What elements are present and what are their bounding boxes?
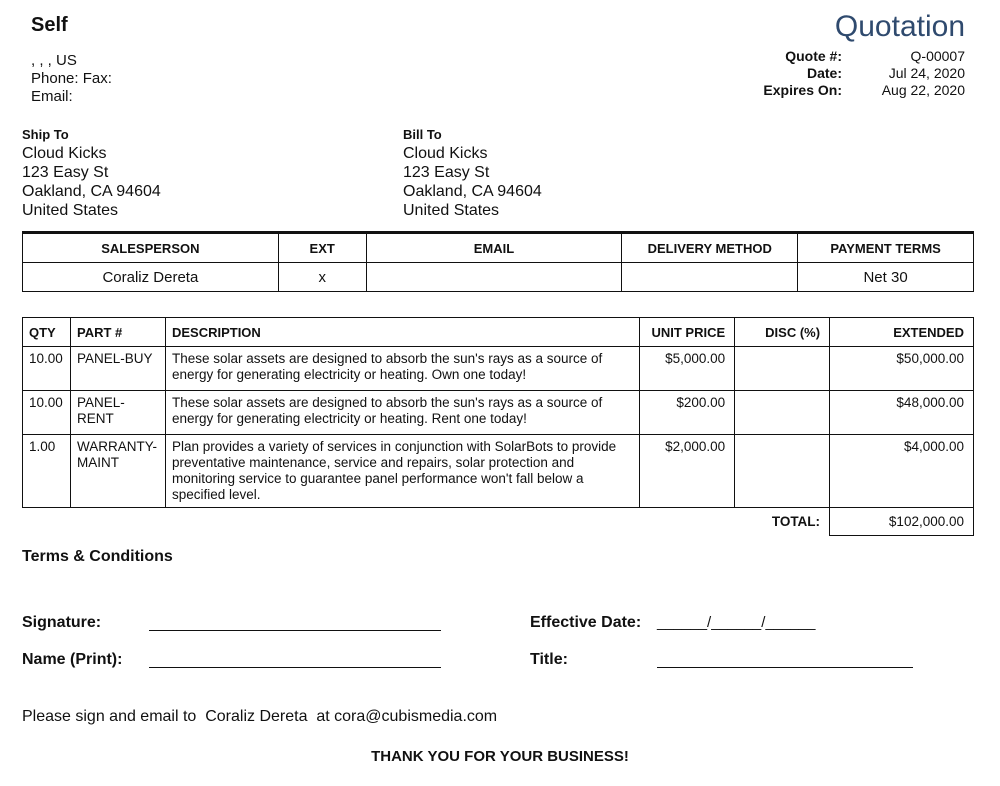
name-print-label: Name (Print): [22,651,123,668]
total-label: TOTAL: [771,513,821,529]
items-header-disc: DISC (%) [735,318,830,347]
thank-you-message: THANK YOU FOR YOUR BUSINESS! [371,748,629,765]
bill-to-name: Cloud Kicks [403,145,488,162]
quote-expires-value: Aug 22, 2020 [881,82,965,98]
items-header-part: PART # [70,318,165,347]
total-value: $102,000.00 [830,508,974,536]
signature-line[interactable] [149,630,441,631]
items-header-unit-price: UNIT PRICE [640,318,735,347]
item-disc [735,391,830,435]
item-disc [735,435,830,508]
items-header-qty: QTY [23,318,71,347]
sales-header-email: EMAIL [366,233,622,263]
items-header-row [23,318,974,347]
items-header-extended: EXTENDED [830,318,974,347]
ship-to-country: United States [22,202,119,219]
quote-number-label: Quote #: [785,48,842,64]
document-title: Quotation [834,10,965,43]
effective-date-line[interactable]: ______/______/______ [657,614,816,631]
ship-to-name: Cloud Kicks [22,145,107,162]
item-part: PANEL-BUY [70,347,165,391]
ship-to-street: 123 Easy St [22,164,109,181]
item-part: PANEL-RENT [70,391,165,435]
title-label: Title: [530,651,568,668]
sales-header-ext: EXT [278,233,366,263]
quote-date-label: Date: [806,65,842,81]
bill-to-street: 123 Easy St [403,164,490,181]
item-description: Plan provides a variety of services in conjunction with SolarBots to provide preventative maintenance, service and repairs, solar protection and monitoring service to guarantee panel performance won't fall below a specified level. [165,435,639,508]
company-name: Self [31,14,68,36]
quote-date-value: Jul 24, 2020 [888,65,965,81]
quote-number-row [747,48,965,65]
bill-to-country: United States [403,202,500,219]
item-extended: $50,000.00 [830,347,974,391]
total-spacer [23,508,735,536]
company-contact [31,52,112,106]
title-line[interactable] [657,667,913,668]
company-address: , , , US [31,52,77,69]
sales-data-row [23,263,974,292]
item-unit-price: $5,000.00 [640,347,735,391]
bill-to-heading: Bill To [403,127,442,142]
quote-date-row [747,65,965,82]
payment-terms-value: Net 30 [798,263,974,292]
item-disc [735,347,830,391]
item-qty: 10.00 [23,347,71,391]
ship-to-heading: Ship To [22,127,69,142]
table-row [23,347,974,391]
item-qty: 10.00 [23,391,71,435]
total-row [23,508,974,536]
effective-date-label: Effective Date: [530,614,642,631]
sales-header-payment-terms: PAYMENT TERMS [798,233,974,263]
company-email: Email: [31,88,73,105]
table-row [23,435,974,508]
company-phone-fax: Phone: Fax: [31,70,112,87]
email-value [366,263,622,292]
item-unit-price: $200.00 [640,391,735,435]
item-qty: 1.00 [23,435,71,508]
sales-info-table [22,231,974,292]
item-unit-price: $2,000.00 [640,435,735,508]
terms-heading: Terms & Conditions [22,548,173,565]
sign-instructions: Please sign and email to Coraliz Dereta at cora@cubismedia.com [22,708,498,725]
quote-expires-label: Expires On: [763,82,842,98]
quote-meta [747,48,965,99]
table-row [23,391,974,435]
bill-to-block [403,127,542,220]
sales-header-salesperson: SALESPERSON [23,233,279,263]
ext-value: x [278,263,366,292]
salesperson-value: Coraliz Dereta [23,263,279,292]
sales-header-delivery: DELIVERY METHOD [622,233,798,263]
ship-to-city: Oakland, CA 94604 [22,183,161,200]
line-items-table [22,317,974,536]
signature-label: Signature: [22,614,102,631]
quote-expires-row [747,82,965,99]
sales-header-row [23,233,974,263]
item-part: WARRANTY-MAINT [70,435,165,508]
item-description: These solar assets are designed to absorb the sun's rays as a source of energy for generating electricity or heating. Own one today! [165,347,639,391]
items-header-description: DESCRIPTION [165,318,639,347]
ship-to-block [22,127,161,220]
quote-number-value: Q-00007 [910,48,965,64]
item-extended: $4,000.00 [830,435,974,508]
name-print-line[interactable] [149,667,441,668]
item-extended: $48,000.00 [830,391,974,435]
item-description: These solar assets are designed to absorb the sun's rays as a source of energy for generating electricity or heating. Rent one today! [165,391,639,435]
delivery-method-value [622,263,798,292]
bill-to-city: Oakland, CA 94604 [403,183,542,200]
